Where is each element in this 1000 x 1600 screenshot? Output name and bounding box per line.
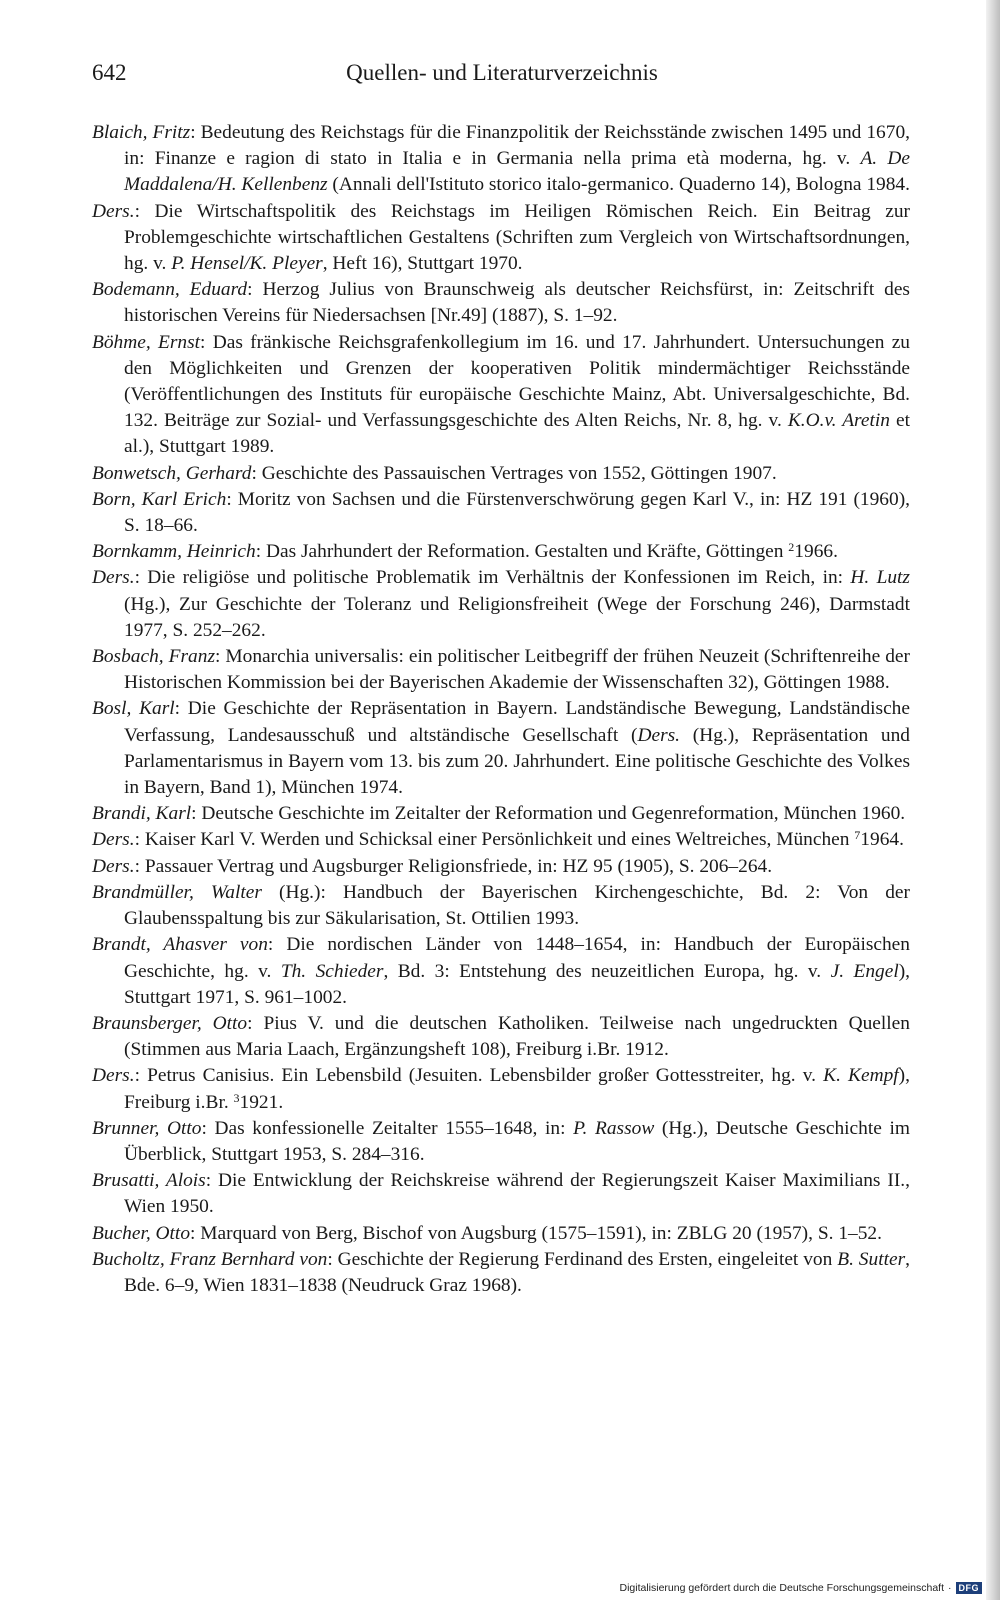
entry-separator: : <box>255 541 266 563</box>
entry-author: Bucher, Otto <box>92 1222 191 1244</box>
entry-separator: : <box>247 1012 264 1034</box>
entry-author: Ders. <box>92 855 135 877</box>
entry-text: Die Entwicklung der Reichskreise während der Regierungszeit Kaiser Maximilians II., Wien 1950. <box>124 1170 910 1218</box>
entry-separator: : <box>201 1117 215 1139</box>
bibliography-entry <box>92 1011 910 1063</box>
entry-author: Bucholtz, Franz Bernhard von <box>92 1248 328 1270</box>
entry-separator: : <box>134 829 145 851</box>
entry-text: Bedeutung des Reichstags für die Finanzpolitik der Reichsstände zwischen 1495 und 1670, in: Finanze e ragion di stato in Italia e in Germania nella prima età moderna, hg. v. A. De Maddalena/H. Kellenbenz (Annali dell'Istituto storico italo-germanico. Quaderno 14), Bologna 1984. <box>124 122 910 196</box>
entry-text: Petrus Canisius. Ein Lebensbild (Jesuiten. Lebensbilder großer Gottesstreiter, hg. v. K. Kempf), Freiburg i.Br. $^3$1921. <box>124 1065 910 1113</box>
entry-author: Bosbach, Franz <box>92 646 215 668</box>
entry-text: Geschichte des Passauischen Vertrages von 1552, Göttingen 1907. <box>261 462 777 484</box>
entry-text: (Hg.): Handbuch der Bayerischen Kirchengeschichte, Bd. 2: Von der Glaubensspaltung bis zur Säkularisation, St. Ottilien 1993. <box>124 881 910 930</box>
bibliography-entry <box>92 539 910 565</box>
entry-separator: : <box>200 331 213 353</box>
entry-text: Monarchia universalis: ein politischer Leitbegriff der frühen Neuzeit (Schriftenreihe der Historischen Kommission bei der Bayerischen Akademie der Wissenschaften 32), Göttingen 1988. <box>124 646 910 694</box>
footer-text: Digitalisierung gefördert durch die Deutsche Forschungsgemeinschaft <box>619 1582 944 1594</box>
entry-author: Braunsberger, Otto <box>92 1012 248 1034</box>
entry-separator: : <box>267 934 287 956</box>
bibliography-entry <box>92 330 910 461</box>
dfg-logo: DFG <box>956 1582 983 1594</box>
digitization-footer <box>619 1582 982 1594</box>
entry-separator: : <box>190 122 201 143</box>
bibliography-entry <box>92 644 910 696</box>
entry-separator: : <box>134 567 148 589</box>
entry-separator: : <box>327 1248 338 1270</box>
entry-separator: : <box>215 646 226 668</box>
entry-text: Marquard von Berg, Bischof von Augsburg (1575–1591), in: ZBLG 20 (1957), S. 1–52. <box>200 1222 882 1244</box>
entry-text: Kaiser Karl V. Werden und Schicksal einer Persönlichkeit und eines Weltreiches, München $^7$1964. <box>144 828 904 851</box>
entry-author: Ders. <box>92 200 135 222</box>
entry-text: Das Jahrhundert der Reformation. Gestalten und Kräfte, Göttingen $^2$1966. <box>265 540 838 563</box>
entry-author: Bonwetsch, Gerhard <box>92 462 252 484</box>
entry-separator: : <box>247 279 263 301</box>
entry-text: Herzog Julius von Braunschweig als deutscher Reichsfürst, in: Zeitschrift des historischen Vereins für Niedersachsen [Nr.49] (1887), S. 1–92. <box>124 279 910 327</box>
entry-text: Geschichte der Regierung Ferdinand des Ersten, eingeleitet von B. Sutter, Bde. 6–9, Wien 1831–1838 (Neudruck Graz 1968). <box>124 1248 910 1296</box>
entry-separator: : <box>226 488 238 510</box>
entry-text: Die nordischen Länder von 1448–1654, in: Handbuch der Europäischen Geschichte, hg. v. Th. Schieder, Bd. 3: Entstehung des neuzeitlichen Europa, hg. v. J. Engel), Stuttgart 1971, S. 961–1002. <box>124 934 911 1008</box>
running-title: Quellen- und Literaturverzeichnis <box>346 60 658 85</box>
entry-author: Brandi, Karl <box>92 803 192 825</box>
entry-author: Ders. <box>92 829 135 851</box>
page-header <box>92 60 912 94</box>
entry-author: Brandt, Ahasver von <box>92 934 268 956</box>
entry-author: Böhme, Ernst <box>92 331 201 353</box>
bibliography-entry <box>92 487 910 539</box>
bibliography-list <box>92 120 910 1299</box>
entry-text: Das konfessionelle Zeitalter 1555–1648, in: P. Rassow (Hg.), Deutsche Geschichte im Überblick, Stuttgart 1953, S. 284–316. <box>124 1117 910 1165</box>
footer-separator: · <box>948 1582 952 1594</box>
entry-separator <box>262 882 279 903</box>
entry-separator: : <box>251 462 262 484</box>
entry-separator: : <box>174 698 188 720</box>
entry-separator: : <box>134 1065 148 1087</box>
entry-text: Moritz von Sachsen und die Fürstenverschwörung gegen Karl V., in: HZ 191 (1960), S. 18–66. <box>124 488 911 537</box>
entry-author: Bodemann, Eduard <box>92 279 248 301</box>
bibliography-entry <box>92 120 910 199</box>
entry-separator: : <box>191 803 202 825</box>
page-number: 642 <box>92 60 127 85</box>
entry-text: Die Geschichte der Repräsentation in Bayern. Landständische Bewegung, Landständische Verfassung, Landesausschuß und altständische Gesellschaft (Ders. (Hg.), Repräsentation und Parlamentarismus in Bayern vom 13. bis zum 20. Jahrhundert. Eine politische Geschichte des Volkes in Bayern, Band 1), München 1974. <box>124 698 911 799</box>
bibliography-entry <box>92 1247 910 1299</box>
bibliography-entry <box>92 199 910 278</box>
entry-text: Das fränkische Reichsgrafenkollegium im 16. und 17. Jahrhundert. Untersuchungen zu den Möglichkeiten und Grenzen der kooperativen Politik mindermächtiger Reichsstände (Veröffentlichungen des Instituts für europäische Geschichte Mainz, Abt. Universalgeschichte, Bd. 132. Beiträge zur Sozial- und Verfassungsgeschichte des Alten Reichs, Nr. 8, hg. v. K.O.v. Aretin et al.), Stuttgart 1989. <box>124 331 911 458</box>
page-edge-shadow <box>986 0 1000 1600</box>
entry-author: Brusatti, Alois <box>92 1170 206 1192</box>
entry-text: Pius V. und die deutschen Katholiken. Teilweise nach ungedruckten Quellen (Stimmen aus Maria Laach, Ergänzungsheft 108), Freiburg i.Br. 1912. <box>124 1012 910 1061</box>
entry-separator: : <box>134 200 155 222</box>
entry-author: Blaich, Fritz <box>92 122 191 143</box>
entry-author: Brandmüller, Walter <box>92 881 262 903</box>
entry-author: Brunner, Otto <box>92 1117 202 1139</box>
entry-separator: : <box>205 1170 219 1192</box>
bibliography-entry <box>92 880 910 932</box>
bibliography-entry <box>92 1221 910 1247</box>
entry-author: Ders. <box>92 1065 135 1087</box>
bibliography-entry <box>92 696 910 801</box>
entry-separator: : <box>190 1222 201 1244</box>
bibliography-entry <box>92 801 910 827</box>
bibliography-entry <box>92 565 910 644</box>
entry-author: Bornkamm, Heinrich <box>92 541 256 563</box>
entry-text: Die religiöse und politische Problematik im Verhältnis der Konfessionen im Reich, in: H. Lutz (Hg.), Zur Geschichte der Toleranz und Religionsfreiheit (Wege der Forschung 246), Darmstadt 1977, S. 252–262. <box>124 567 910 641</box>
bibliography-entry <box>92 827 910 853</box>
bibliography-entry <box>92 461 910 487</box>
entry-author: Ders. <box>92 567 135 589</box>
bibliography-entry <box>92 277 910 329</box>
bibliography-entry <box>92 1116 910 1168</box>
bibliography-entry <box>92 854 910 880</box>
entry-text: Die Wirtschaftspolitik des Reichstags im Heiligen Römischen Reich. Ein Beitrag zur Problemgeschichte wirtschaftlichen Gestaltens (Schriften zum Vergleich von Wirtschaftsordnungen, hg. v. P. Hensel/K. Pleyer, Heft 16), Stuttgart 1970. <box>124 200 910 275</box>
entry-separator: : <box>134 855 145 877</box>
entry-text: Passauer Vertrag und Augsburger Religionsfriede, in: HZ 95 (1905), S. 206–264. <box>144 855 773 877</box>
bibliography-entry <box>92 1168 910 1220</box>
entry-author: Born, Karl Erich <box>92 488 227 510</box>
bibliography-entry <box>92 1063 910 1115</box>
bibliography-entry <box>92 932 910 1011</box>
entry-text: Deutsche Geschichte im Zeitalter der Reformation und Gegenreformation, München 1960. <box>201 803 906 825</box>
entry-author: Bosl, Karl <box>92 698 175 720</box>
